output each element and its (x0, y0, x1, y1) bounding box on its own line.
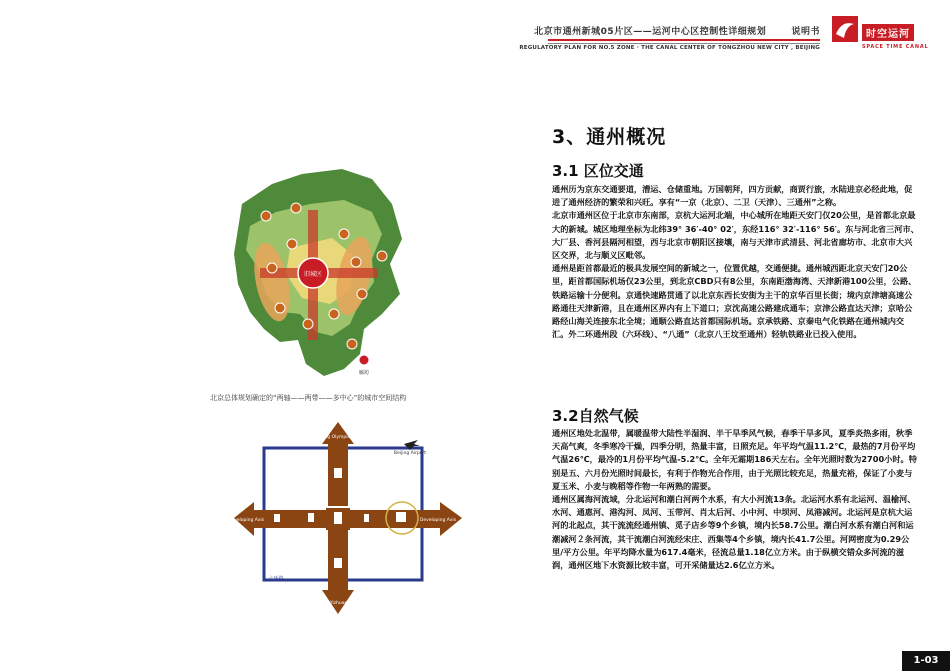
section-title: 3、通州概况 (552, 126, 667, 148)
map-south-label: 廊坊 (358, 370, 370, 376)
header-title-text: 北京市通州新城05片区——运河中心区控制性详细规划 (534, 27, 767, 37)
paragraph: 通州区地处北温带，属暖温带大陆性半湿润、半干旱季风气候，春季干旱多风，夏季炎热多雨，秋季天高气爽，冬季寒冷干燥，四季分明，热量丰富，日照充足。年平均气温11.2℃，最热的7月份平均气温26℃，最冷的1月份平均气温-5.2℃。全年无霜期186天左右。全年光照时数为2700小时。特别是五、六月份光照时间最长，有利于作物光合作用，由于光照比较充足，热量充裕，保证了小麦与夏玉米、小麦与晚稻等作物一年两熟的需要。 (552, 428, 917, 491)
diagram-top-label: Beijing Olympic Park (314, 435, 362, 440)
diagram-left-label: Developing Axis (228, 518, 265, 523)
subsection-title-1: 3.1 区位交通 (552, 162, 644, 180)
header-rule-red (548, 39, 820, 41)
header-title-cn (534, 24, 820, 37)
logo-text-cn: 时空运河 (862, 24, 914, 41)
diagram-bottom-label: Beijing Yizhuang Town (313, 601, 363, 606)
paragraph: 北京市通州区位于北京市东南部，京杭大运河北端，中心城所在地距天安门仅20公里，是首都北京最大的新城。城区地理坐标为北纬39° 36′-40° 02′，东经116° 32′-116° 56′。东与河北省三河市、大厂县、香河县隔河相望，西与北京市朝阳区接壤，南与天津市武清县、河北省廊坊市、北京市大兴区交界，北与顺义区毗邻。 (552, 210, 919, 261)
beijing-structure-map (232, 164, 412, 384)
logo-text-en: SPACE TIME CANAL (862, 44, 929, 50)
subsection-title-2: 3.2自然气候 (552, 407, 639, 425)
header-title-en: REGULATORY PLAN FOR NO.5 ZONE · THE CANAL CENTER OF TONGZHOU NEW CITY , BEIJING (519, 45, 820, 51)
subsection-body-1 (552, 183, 920, 341)
paragraph: 通州区属海河流域，分北运河和潮白河两个水系，有大小河流13条。北运河水系有北运河、温榆河、水河、通惠河、港沟河、凤河、玉带河、肖太后河、小中河、中坝河、凤港减河。北运河是京杭大运河的北起点，其干流流经通州镇、觅子店乡等9个乡镇，境内长58.7公里。潮白河水系有潮白河和运潮减河２条河流，其干流潮白河流经宋庄、西集等4个乡镇，境内长41.7公里。河网密度为0.29公里/平方公里。年平均降水量为617.4毫米，径流总量1.18亿立方米。由于纵横交错众多河流的滋润，通州区地下水资源比较丰富，可开采储量达2.6亿立方米。 (552, 494, 916, 571)
development-axis-diagram (228, 418, 468, 618)
subsection-body-2 (552, 427, 920, 572)
paragraph: 通州是距首都最近的极具发展空间的新城之一，位置优越，交通便捷。通州城西距北京天安门20公里，距首都国际机场仅23公里，到北京CBD只有8公里，东南距渤海湾、天津新港100公里，公路、铁路运输十分便利。京通快速路贯通了以北京东西长安街为主干的京华百里长街；境内京津塘高速公路通往天津新港，且在通州区界内有上下道口；京沈高速公路建成通车；京津公路直达天津；京哈公路经山海关连接东北全境；通顺公路直达首都国际机场。京承铁路、京秦电气化铁路在通州城内交汇。外二环通州段（六环线）、“八通”（北京八王坟至通州）轻轨铁路业已投入使用。 (552, 263, 917, 340)
brand-logo (832, 16, 940, 60)
page-number: 1-03 (902, 651, 950, 671)
header-rule-gray (548, 43, 820, 44)
logo-mark-icon (832, 16, 858, 42)
diagram-airport-label: Beijing Airport (393, 451, 427, 456)
paragraph: 通州历为京东交通要道，漕运、仓储重地。万国朝拜，四方贡献，商贾行旅，水陆进京必经此地，促进了通州经济的繁荣和兴旺。享有“一京（北京）、二卫（天津）、三通州”之称。 (552, 184, 913, 208)
map-center-label: 旧城区 (303, 271, 323, 278)
diagram-right-label: Developing Axis (419, 518, 457, 523)
map-caption: 北京总体规划确定的“两轴——两带——多中心”的城市空间结构 (210, 394, 407, 402)
header-doc-type: 说明书 (791, 27, 820, 37)
diagram-ring-label: 六环路 (268, 576, 284, 582)
page-header (0, 0, 950, 80)
